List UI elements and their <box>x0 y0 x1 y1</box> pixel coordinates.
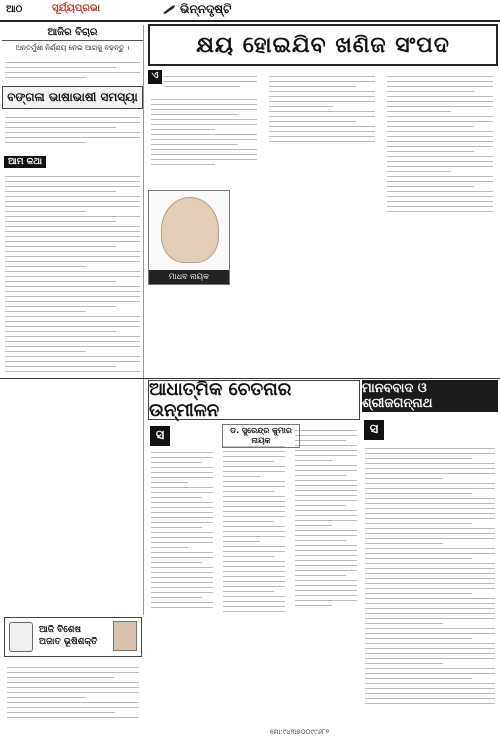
spirit-headline: ଆଧାତ୍ମିକ ଚେତନାର ଉନ୍ମୀଳନ <box>148 380 360 420</box>
aaj-title-line1: ଆଜି ବିଶେଷ <box>39 625 82 635</box>
aaj-photo <box>113 621 137 651</box>
main-col-3 <box>384 70 496 375</box>
page-number: ଆଠ <box>6 4 23 15</box>
aaj-header <box>4 617 142 657</box>
photo-caption: ମାଧବ ନାୟକ <box>149 270 229 284</box>
amakatha-label: ଆମ କଥା <box>4 156 46 168</box>
aaj-box <box>2 617 144 737</box>
pen-icon <box>162 4 176 14</box>
aaj-title-line2: ଅଜାତ ଭୂଷିଶକ୍ତି <box>39 637 98 647</box>
quote-body <box>2 56 143 84</box>
left-article-heading: ବଙ୍ଗଳା ଭାଷାଭାଷୀ ସମସ୍ୟା <box>2 86 143 109</box>
left-article-body-top <box>2 111 143 149</box>
left-article-body <box>2 170 143 378</box>
aaj-icon <box>9 622 33 652</box>
author-face <box>161 197 219 263</box>
human-article-body <box>362 416 498 734</box>
masthead <box>0 0 500 22</box>
section-title: ଭିନ୍ନଦୃଷ୍ଟି <box>180 2 232 16</box>
paper-name: ସୂର୍ଯ୍ୟପ୍ରଭା <box>52 3 101 14</box>
author-photo <box>148 190 230 285</box>
main-dropcap: ଏ <box>148 70 162 84</box>
human-dropcap: ସ <box>364 420 384 440</box>
spirit-byline: ଡ. ସୁରେନ୍ଦ୍ର କୁମାର ନାୟକ <box>222 424 300 448</box>
spirit-article-body <box>148 424 360 734</box>
main-col-2 <box>266 70 378 375</box>
daily-quote: ଅନ୍ତର୍ମୁଖୀ ନିର୍ଣ୍ଣୟ ନେଇ ଆଗକୁ ବଢ଼ନ୍ତୁ । <box>15 44 130 52</box>
human-headline: ମାନବବାଦ ଓ ଶ୍ରୀଜଗନ୍ନାଥ <box>362 380 498 412</box>
main-headline-box <box>148 24 498 66</box>
aaj-title <box>39 624 97 648</box>
main-headline: କ୍ଷୟ ହୋଇଯିବ ଖଣିଜ ସଂପଦ <box>196 32 450 58</box>
footer-phone: ମୋ:୯୪୩୭୦୦୯୯୬୮୨ <box>270 728 330 736</box>
spirit-dropcap: ସ <box>150 426 170 446</box>
ekadin-heading: ଆଜିର ବିଚାର <box>2 25 143 41</box>
aaj-body <box>4 661 142 724</box>
left-column <box>2 25 144 615</box>
